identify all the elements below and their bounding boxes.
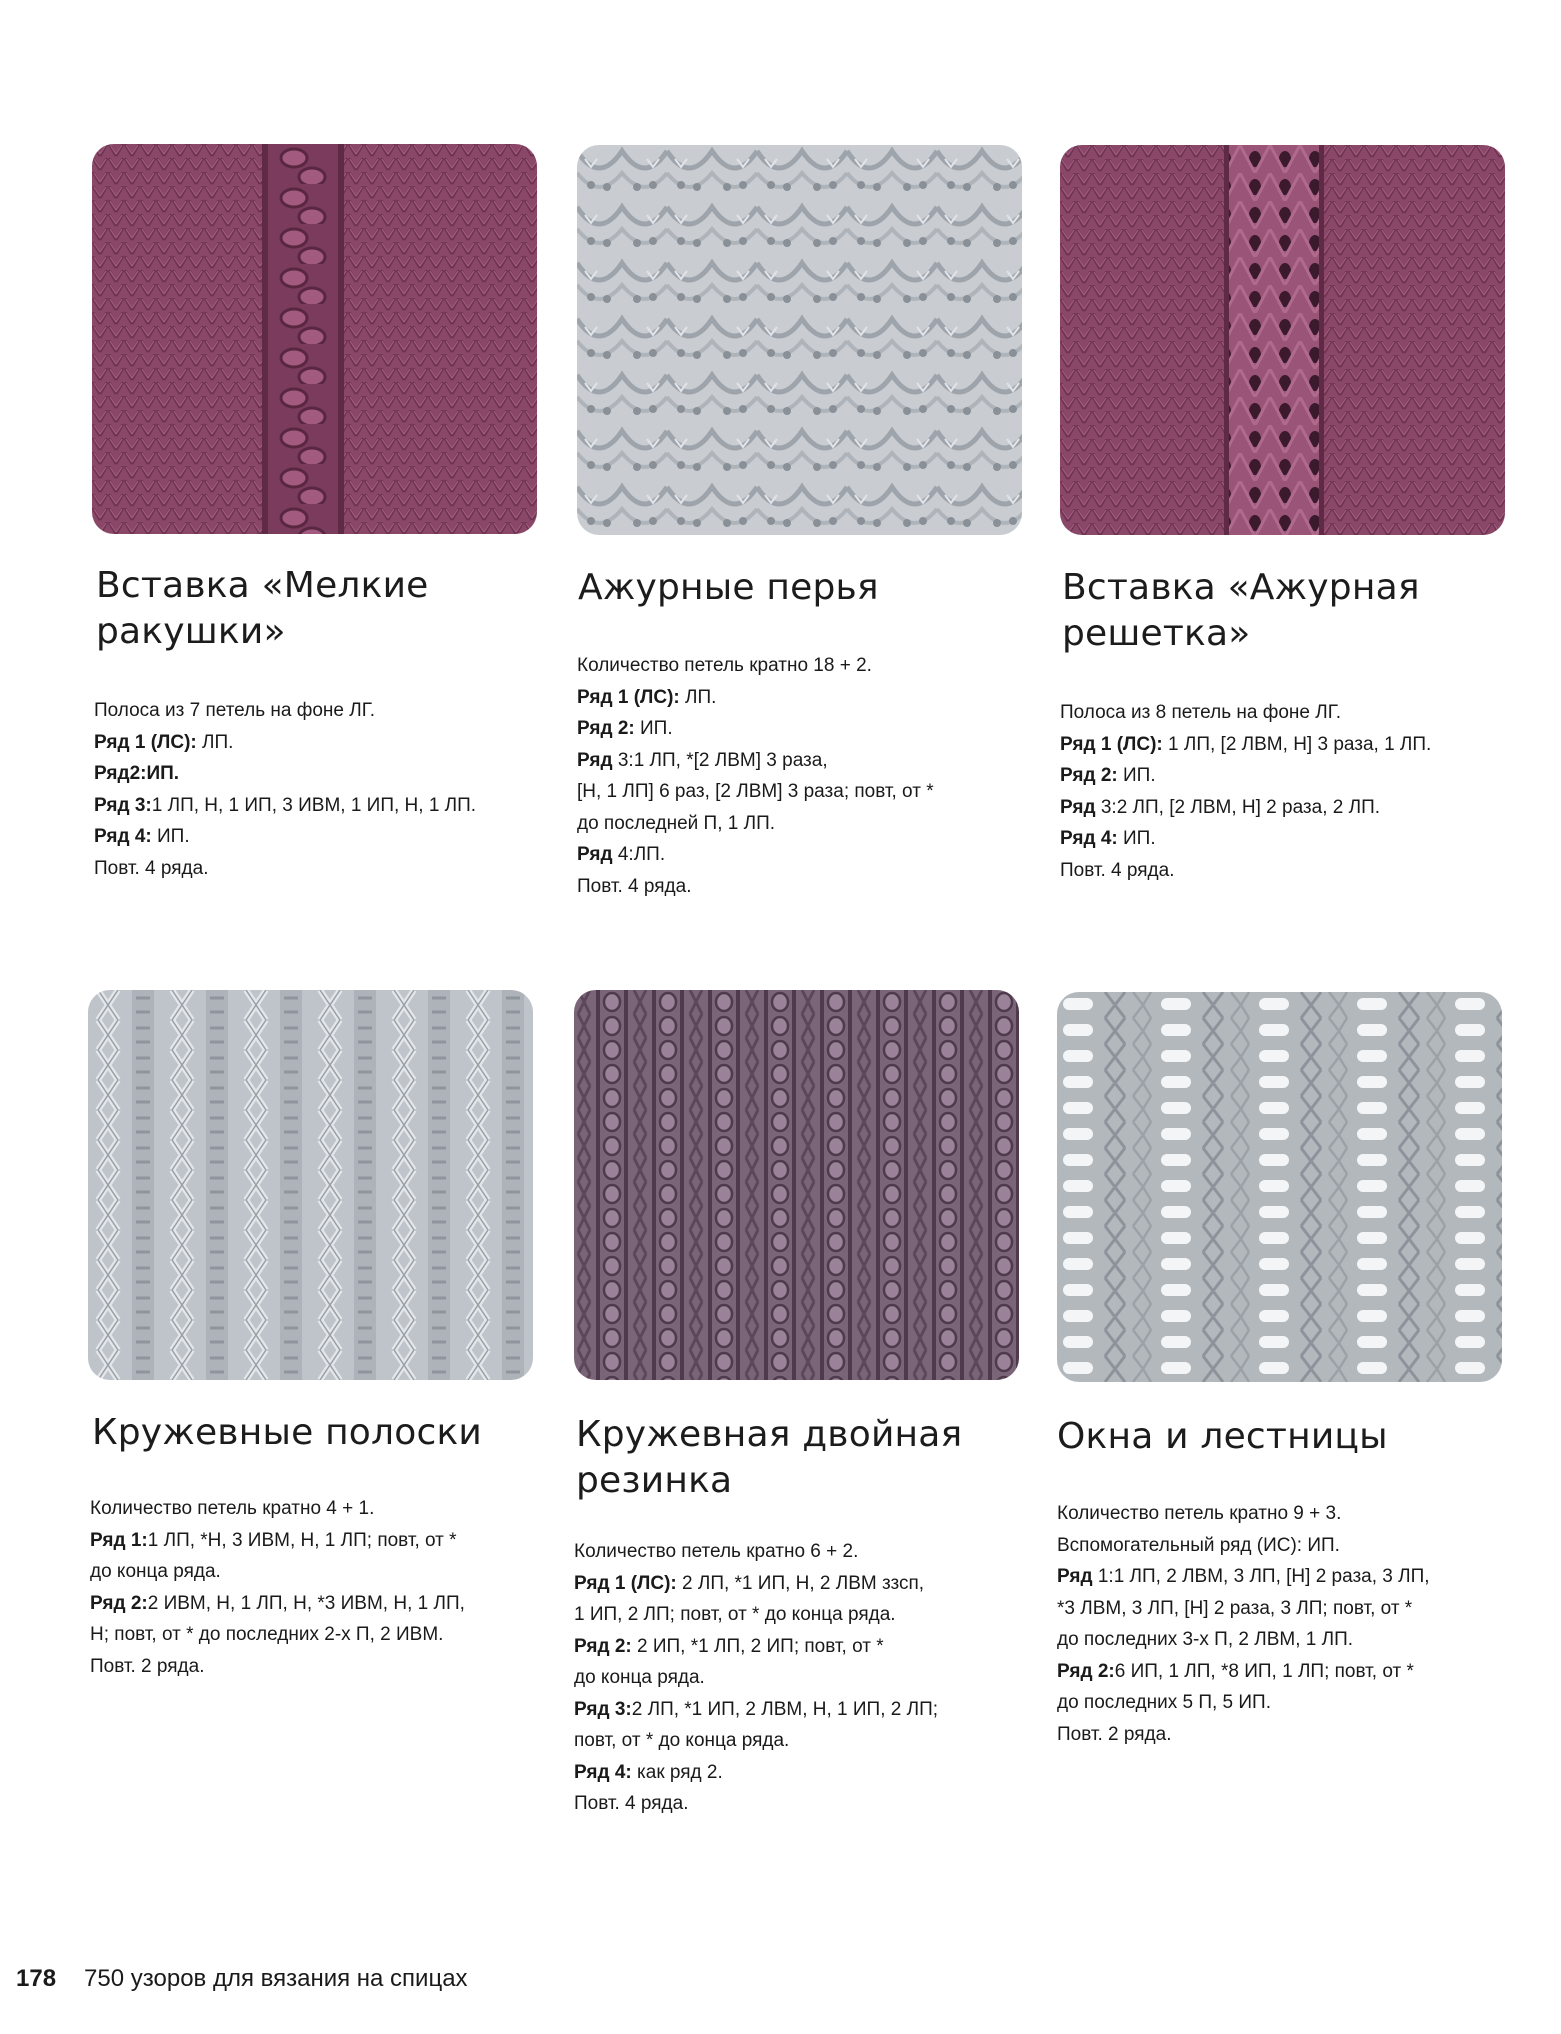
pattern-instructions <box>574 1536 1034 1820</box>
instruction-line: Ряд 1 (ЛС): 2 ЛП, *1 ИП, Н, 2 ЛВМ ззсп, <box>574 1572 925 1594</box>
instruction-line: [Н, 1 ЛП] 6 раз, [2 ЛВМ] 3 раза; повт, от * <box>577 781 934 802</box>
instruction-line: Ряд2:ИП. <box>94 763 180 784</box>
instruction-line: Ряд 4: как ряд 2. <box>574 1761 723 1783</box>
instruction-line: Полоса из 7 петель на фоне ЛГ. <box>94 700 375 721</box>
swatch-texture <box>574 990 1019 1380</box>
instruction-line: до конца ряда. <box>90 1561 221 1582</box>
instruction-line: Повт. 4 ряда. <box>1060 859 1175 881</box>
knit-swatch-image <box>92 144 537 534</box>
instruction-line: Ряд 2: ИП. <box>1060 765 1156 786</box>
instruction-line: Ряд 2: ИП. <box>577 718 673 739</box>
pattern-instructions <box>94 695 554 884</box>
pattern-title: Окна и лестницы <box>1057 1416 1388 1457</box>
instruction-line: Ряд 1:1 ЛП, 2 ЛВМ, 3 ЛП, [Н] 2 раза, 3 ЛП, <box>1057 1566 1430 1587</box>
instruction-line: Ряд 1:1 ЛП, *Н, 3 ИВМ, Н, 1 ЛП; повт, от * <box>90 1529 457 1551</box>
instruction-line: до последних 3-х П, 2 ЛВМ, 1 ЛП. <box>1057 1629 1354 1650</box>
pattern-title: Вставка «Ажурная решетка» <box>1062 567 1420 654</box>
pattern-instructions <box>1060 697 1520 886</box>
instruction-line: Количество петель кратно 18 + 2. <box>577 655 872 676</box>
instruction-line: до последней П, 1 ЛП. <box>577 812 776 834</box>
instruction-line: Вспомогательный ряд (ИС): ИП. <box>1057 1534 1340 1556</box>
instruction-line: Количество петель кратно 6 + 2. <box>574 1541 859 1562</box>
instruction-line: Ряд 3:2 ЛП, *1 ИП, 2 ЛВМ, Н, 1 ИП, 2 ЛП; <box>574 1698 939 1720</box>
instruction-line: Повт. 4 ряда. <box>574 1793 689 1814</box>
knit-swatch-image <box>1057 992 1502 1382</box>
instruction-line: Ряд 2: 2 ИП, *1 ЛП, 2 ИП; повт, от * <box>574 1635 884 1657</box>
instruction-line: Ряд 4:ЛП. <box>577 844 666 865</box>
instruction-line: Ряд 1 (ЛС): 1 ЛП, [2 ЛВМ, Н] 3 раза, 1 ЛП. <box>1060 733 1432 755</box>
instruction-line: Количество петель кратно 9 + 3. <box>1057 1503 1342 1524</box>
instruction-line: Ряд 1 (ЛС): ЛП. <box>94 731 234 753</box>
knit-swatch-image <box>1060 145 1505 535</box>
instruction-line: Полоса из 8 петель на фоне ЛГ. <box>1060 702 1341 723</box>
swatch-texture <box>1057 992 1502 1382</box>
pattern-instructions <box>1057 1498 1517 1750</box>
instruction-line: Повт. 4 ряда. <box>577 875 692 897</box>
instruction-line: повт, от * до конца ряда. <box>574 1730 790 1751</box>
pattern-instructions <box>577 650 1037 902</box>
pattern-title: Ажурные перья <box>578 567 879 608</box>
instruction-line: до конца ряда. <box>574 1667 705 1688</box>
page-footer <box>16 1965 468 1993</box>
instruction-line: Н; повт, от * до последних 2-х П, 2 ИВМ. <box>90 1624 444 1645</box>
instruction-line: Повт. 2 ряда. <box>90 1655 205 1677</box>
instruction-line: Количество петель кратно 4 + 1. <box>90 1498 375 1519</box>
instruction-line: Ряд 4: ИП. <box>94 826 190 847</box>
swatch-texture <box>577 145 1022 535</box>
instruction-line: Повт. 4 ряда. <box>94 857 209 879</box>
pattern-title: Вставка «Мелкие ракушки» <box>96 565 429 652</box>
instruction-line: Ряд 2:6 ИП, 1 ЛП, *8 ИП, 1 ЛП; повт, от * <box>1057 1660 1414 1682</box>
instruction-line: Ряд 3:1 ЛП, *[2 ЛВМ] 3 раза, <box>577 749 828 771</box>
instruction-line: Ряд 3:2 ЛП, [2 ЛВМ, Н] 2 раза, 2 ЛП. <box>1060 796 1381 818</box>
swatch-texture <box>1060 145 1505 535</box>
knit-swatch-image <box>577 145 1022 535</box>
instruction-line: 1 ИП, 2 ЛП; повт, от * до конца ряда. <box>574 1604 896 1625</box>
instruction-line: Ряд 3:1 ЛП, Н, 1 ИП, 3 ИВМ, 1 ИП, Н, 1 ЛП. <box>94 794 477 816</box>
page-number: 178 <box>16 1965 57 1992</box>
pattern-instructions <box>90 1493 550 1682</box>
instruction-line: Ряд 1 (ЛС): ЛП. <box>577 686 717 708</box>
knit-swatch-image <box>574 990 1019 1380</box>
instruction-line: Повт. 2 ряда. <box>1057 1723 1172 1745</box>
instruction-line: Ряд 2:2 ИВМ, Н, 1 ЛП, Н, *3 ИВМ, Н, 1 ЛП, <box>90 1592 465 1614</box>
instruction-line: Ряд 4: ИП. <box>1060 828 1156 849</box>
knit-swatch-image <box>88 990 533 1380</box>
swatch-texture <box>88 990 533 1380</box>
book-title: 750 узоров для вязания на спицах <box>84 1965 468 1992</box>
instruction-line: *3 ЛВМ, 3 ЛП, [Н] 2 раза, 3 ЛП; повт, от * <box>1057 1597 1413 1619</box>
swatch-texture <box>92 144 537 534</box>
instruction-line: до последних 5 П, 5 ИП. <box>1057 1692 1271 1713</box>
pattern-title: Кружевные полоски <box>92 1412 482 1453</box>
pattern-title: Кружевная двойная резинка <box>576 1414 963 1501</box>
